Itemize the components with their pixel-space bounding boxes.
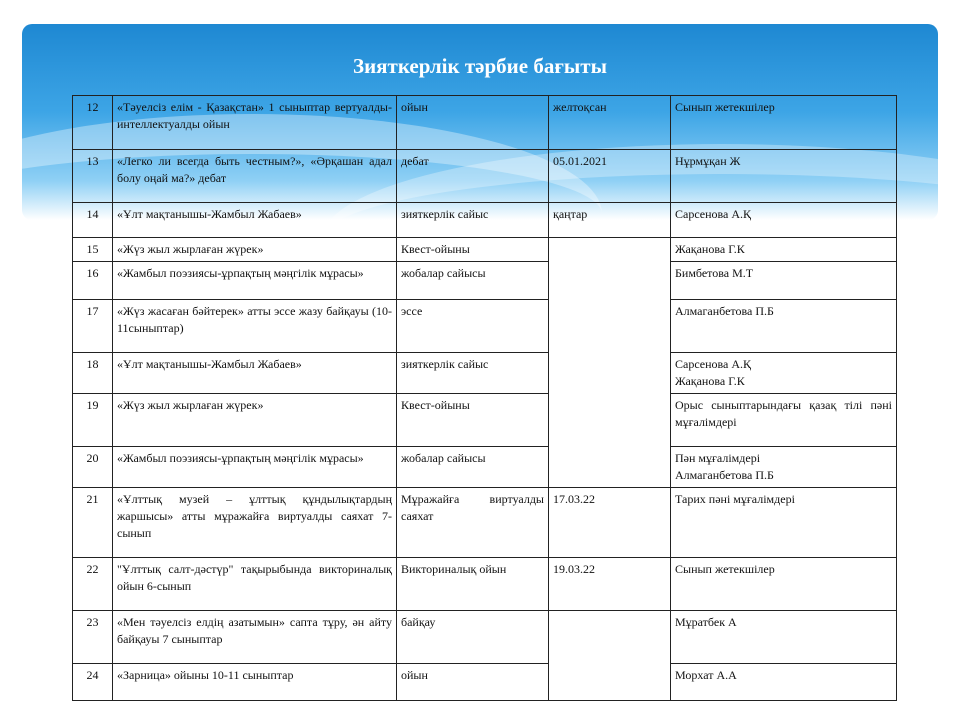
event-date xyxy=(549,238,671,488)
table-row xyxy=(73,300,897,353)
event-name: «Ұлт мақтанышы-Жамбыл Жабаев» xyxy=(113,203,397,238)
responsible-line: Жақанова Г.К xyxy=(675,374,745,388)
event-name: «Жамбыл поэзиясы-ұрпақтың мәңгілік мұрасы» xyxy=(113,262,397,300)
table-row xyxy=(73,150,897,203)
responsible: Мұратбек А xyxy=(671,611,897,664)
row-number: 22 xyxy=(73,558,113,611)
table-row xyxy=(73,488,897,558)
row-number: 21 xyxy=(73,488,113,558)
responsible: Морхат А.А xyxy=(671,664,897,701)
event-form: Викториналық ойын xyxy=(397,558,549,611)
row-number: 20 xyxy=(73,447,113,488)
responsible: Сынып жетекшілер xyxy=(671,558,897,611)
event-form: дебат xyxy=(397,150,549,203)
table-row xyxy=(73,262,897,300)
responsible: Нұрмұқан Ж xyxy=(671,150,897,203)
event-name: «Легко ли всегда быть честным?», «Әрқашан адал болу оңай ма?» дебат xyxy=(113,150,397,203)
responsible: Сарсенова А.Қ xyxy=(671,203,897,238)
event-form: Квест-ойыны xyxy=(397,394,549,447)
responsible xyxy=(671,447,897,488)
event-form: ойын xyxy=(397,96,549,150)
event-form: ойын xyxy=(397,664,549,701)
responsible-line: Пән мұғалімдері xyxy=(675,451,761,465)
page-title: Зияткерлік тәрбие бағыты xyxy=(352,54,607,78)
event-form: зияткерлік сайыс xyxy=(397,203,549,238)
table-row xyxy=(73,447,897,488)
event-name: «Ұлттық музей – ұлттық құндылықтардың жаршысы» атты мұражайға виртуалды саяхат 7-сынып xyxy=(113,488,397,558)
event-form: жобалар сайысы xyxy=(397,262,549,300)
table-row xyxy=(73,238,897,262)
event-date: 05.01.2021 xyxy=(549,150,671,203)
plan-table xyxy=(72,95,897,701)
responsible-line: Сарсенова А.Қ xyxy=(675,357,752,371)
event-form: зияткерлік сайыс xyxy=(397,353,549,394)
row-number: 15 xyxy=(73,238,113,262)
event-name: «Жамбыл поэзиясы-ұрпақтың мәңгілік мұрасы» xyxy=(113,447,397,488)
row-number: 16 xyxy=(73,262,113,300)
table-row xyxy=(73,394,897,447)
event-form: байқау xyxy=(397,611,549,664)
event-name: «Ұлт мақтанышы-Жамбыл Жабаев» xyxy=(113,353,397,394)
event-form: жобалар сайысы xyxy=(397,447,549,488)
table-row xyxy=(73,558,897,611)
row-number: 19 xyxy=(73,394,113,447)
responsible: Сынып жетекшілер xyxy=(671,96,897,150)
row-number: 13 xyxy=(73,150,113,203)
event-name: «Жүз жыл жырлаған жүрек» xyxy=(113,394,397,447)
event-form: Мұражайға виртуалды саяхат xyxy=(397,488,549,558)
row-number: 18 xyxy=(73,353,113,394)
row-number: 12 xyxy=(73,96,113,150)
responsible: Орыс сыныптарындағы қазақ тілі пәні мұғалімдері xyxy=(671,394,897,447)
event-name: «Тәуелсіз елім - Қазақстан» 1 сыныптар вертуалды-интеллектуалды ойын xyxy=(113,96,397,150)
event-form: Квест-ойыны xyxy=(397,238,549,262)
event-name: «Мен тәуелсіз елдің азатымын» сапта тұру, ән айту байқауы 7 сыныптар xyxy=(113,611,397,664)
row-number: 14 xyxy=(73,203,113,238)
event-date: желтоқсан xyxy=(549,96,671,150)
responsible: Алмаганбетова П.Б xyxy=(671,300,897,353)
event-form: эссе xyxy=(397,300,549,353)
row-number: 23 xyxy=(73,611,113,664)
table-row xyxy=(73,96,897,150)
table-row xyxy=(73,664,897,701)
row-number: 24 xyxy=(73,664,113,701)
responsible: Бимбетова М.Т xyxy=(671,262,897,300)
event-name: «Жүз жасаған бәйтерек» атты эссе жазу байқауы (10-11сыныптар) xyxy=(113,300,397,353)
row-number: 17 xyxy=(73,300,113,353)
event-date: қаңтар xyxy=(549,203,671,238)
event-date: 19.03.22 xyxy=(549,558,671,611)
event-name: "Ұлттық салт-дәстүр" тақырыбында викториналық ойын 6-сынып xyxy=(113,558,397,611)
table-row xyxy=(73,611,897,664)
event-date: 17.03.22 xyxy=(549,488,671,558)
responsible: Тарих пәні мұғалімдері xyxy=(671,488,897,558)
event-date xyxy=(549,611,671,701)
event-name: «Жүз жыл жырлаған жүрек» xyxy=(113,238,397,262)
table-row xyxy=(73,353,897,394)
responsible xyxy=(671,353,897,394)
table-row xyxy=(73,203,897,238)
event-name: «Зарница» ойыны 10-11 сыныптар xyxy=(113,664,397,701)
responsible: Жақанова Г.К xyxy=(671,238,897,262)
responsible-line: Алмаганбетова П.Б xyxy=(675,468,774,482)
